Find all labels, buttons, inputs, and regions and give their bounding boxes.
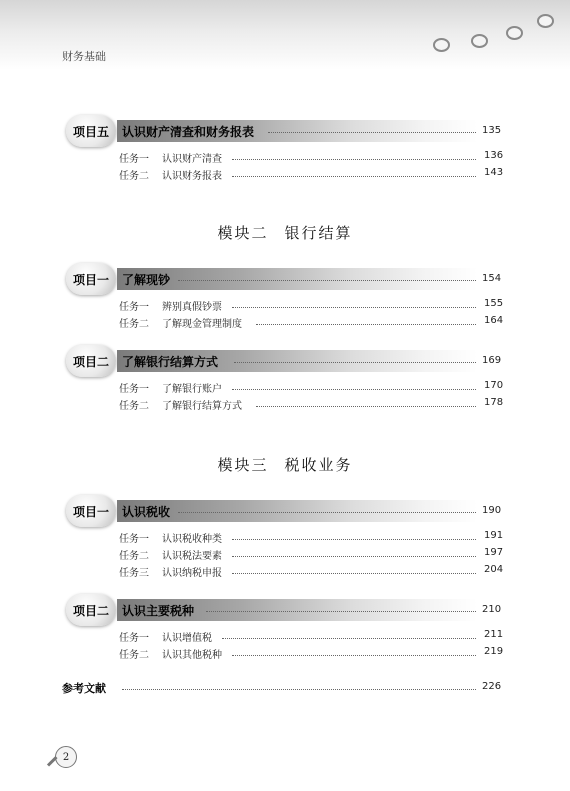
dot-leader	[256, 406, 476, 407]
module-heading	[0, 454, 570, 475]
task-number: 任务一	[119, 534, 149, 545]
module-label: 模块二	[217, 224, 269, 242]
ring-decoration-icon	[433, 38, 450, 52]
dot-leader	[232, 539, 476, 540]
project-badge: 项目五	[66, 115, 116, 147]
task-row[interactable]	[0, 167, 570, 183]
task-page: 143	[484, 167, 504, 178]
project-page: 190	[482, 505, 502, 516]
task-number: 任务二	[119, 319, 149, 330]
task-title: 辨别真假钞票	[162, 302, 222, 313]
ring-decoration-icon	[537, 14, 554, 28]
task-number: 任务一	[119, 154, 149, 165]
task-title: 认识其他税种	[162, 650, 222, 661]
dot-leader	[222, 638, 476, 639]
ring-decoration-icon	[471, 34, 488, 48]
task-page: 155	[484, 298, 504, 309]
task-number: 任务一	[119, 302, 149, 313]
project-title[interactable]: 认识主要税种	[122, 604, 195, 618]
module-label: 模块三	[217, 456, 269, 474]
task-row[interactable]	[0, 397, 570, 413]
references-row[interactable]	[0, 680, 570, 698]
module-heading	[0, 222, 570, 243]
task-row[interactable]	[0, 564, 570, 580]
project-bar	[117, 500, 477, 522]
project-page: 135	[482, 125, 502, 136]
project-title[interactable]: 了解现钞	[122, 273, 171, 287]
dot-leader	[178, 512, 476, 513]
running-header-title: 财务基础	[62, 50, 106, 63]
project-badge: 项目一	[66, 263, 116, 295]
task-number: 任务三	[119, 568, 149, 579]
module-name: 银行结算	[284, 224, 353, 242]
task-number: 任务二	[119, 401, 149, 412]
task-title: 认识增值税	[162, 633, 212, 644]
project-badge: 项目二	[66, 594, 116, 626]
references-page: 226	[482, 681, 502, 692]
task-number: 任务二	[119, 551, 149, 562]
dot-leader	[206, 611, 476, 612]
task-title: 了解银行账户	[162, 384, 222, 395]
dot-leader	[268, 132, 476, 133]
task-row[interactable]	[0, 150, 570, 166]
ring-decoration-icon	[506, 26, 523, 40]
dot-leader	[122, 689, 476, 690]
task-row[interactable]	[0, 315, 570, 331]
dot-leader	[232, 307, 476, 308]
task-page: 197	[484, 547, 504, 558]
task-row[interactable]	[0, 629, 570, 645]
task-row[interactable]	[0, 530, 570, 546]
dot-leader	[232, 655, 476, 656]
page-number: 2	[62, 751, 70, 763]
task-page: 136	[484, 150, 504, 161]
task-number: 任务一	[119, 384, 149, 395]
dot-leader	[234, 362, 476, 363]
task-number: 任务二	[119, 650, 149, 661]
task-page: 211	[484, 629, 504, 640]
task-title: 了解银行结算方式	[162, 401, 242, 412]
project-badge: 项目二	[66, 345, 116, 377]
references-label: 参考文献	[62, 682, 106, 695]
task-title: 认识纳税申报	[162, 568, 222, 579]
task-title: 认识税收种类	[162, 534, 222, 545]
project-page: 169	[482, 355, 502, 366]
project-page: 154	[482, 273, 502, 284]
project-badge: 项目一	[66, 495, 116, 527]
task-title: 认识财产清查	[162, 154, 222, 165]
task-row[interactable]	[0, 646, 570, 662]
task-page: 178	[484, 397, 504, 408]
task-title: 认识财务报表	[162, 171, 222, 182]
task-page: 170	[484, 380, 504, 391]
task-page: 191	[484, 530, 504, 541]
task-page: 219	[484, 646, 504, 657]
module-name: 税收业务	[284, 456, 353, 474]
dot-leader	[232, 389, 476, 390]
task-number: 任务一	[119, 633, 149, 644]
project-title[interactable]: 了解银行结算方式	[122, 355, 219, 369]
task-page: 204	[484, 564, 504, 575]
project-title[interactable]: 认识财产清查和财务报表	[122, 125, 255, 139]
dot-leader	[178, 280, 476, 281]
task-row[interactable]	[0, 298, 570, 314]
task-title: 了解现金管理制度	[162, 319, 242, 330]
task-row[interactable]	[0, 380, 570, 396]
dot-leader	[232, 159, 476, 160]
dot-leader	[232, 176, 476, 177]
dot-leader	[232, 573, 476, 574]
task-title: 认识税法要素	[162, 551, 222, 562]
task-page: 164	[484, 315, 504, 326]
project-title[interactable]: 认识税收	[122, 505, 171, 519]
task-number: 任务二	[119, 171, 149, 182]
page-folio	[46, 746, 86, 778]
project-page: 210	[482, 604, 502, 615]
task-row[interactable]	[0, 547, 570, 563]
magnifier-icon	[55, 746, 77, 768]
project-bar	[117, 268, 477, 290]
dot-leader	[232, 556, 476, 557]
dot-leader	[256, 324, 476, 325]
